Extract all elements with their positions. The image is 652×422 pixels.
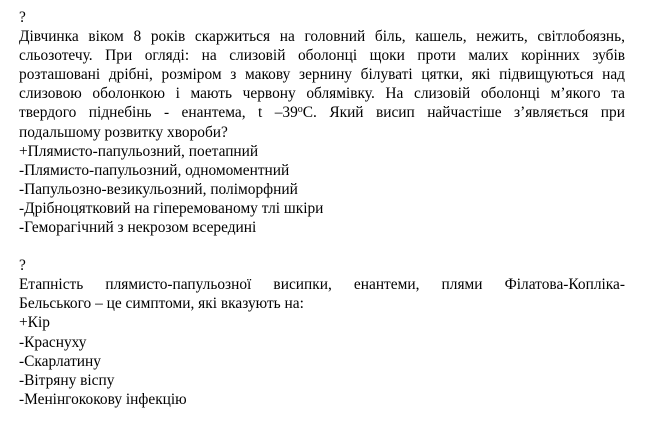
answer-option: -Папульозно-везикульозний, поліморфний bbox=[19, 180, 298, 198]
answer-option: -Плямисто-папульозний, одномоментний bbox=[19, 161, 290, 179]
question-marker: ? bbox=[19, 257, 26, 275]
answer-options bbox=[19, 313, 625, 408]
stem-line bbox=[19, 103, 625, 122]
answer-option: -Скарлатину bbox=[19, 352, 101, 370]
answer-options bbox=[19, 142, 625, 237]
stem-line: подальшому розвитку хвороби? bbox=[19, 123, 228, 141]
paragraph-gap bbox=[19, 237, 625, 256]
stem-line: Дівчинка віком 8 років скаржиться на головний біль, кашель, нежить, світлобоязнь, bbox=[19, 28, 625, 46]
answer-option-correct: +Кір bbox=[19, 314, 50, 332]
question-stem bbox=[19, 275, 625, 313]
question-marker: ? bbox=[19, 9, 26, 26]
stem-text: твердого піднебінь - енантема, t –39 bbox=[19, 104, 298, 122]
answer-option: -Менінгококову інфекцію bbox=[19, 390, 187, 408]
stem-text: С. Який висип найчастіше з’являється при bbox=[302, 104, 625, 122]
question-1 bbox=[19, 8, 625, 237]
stem-line: розташовані дрібні, розміром з макову зернину білуваті цятки, які підвищуються над bbox=[19, 66, 625, 84]
stem-line: слизовою оболонкою і мають червону облямівку. На слизовій оболонці м’якого та bbox=[19, 85, 625, 103]
question-2 bbox=[19, 256, 625, 409]
answer-option: -Дрібноцятковий на гіперемованому тлі шкіри bbox=[19, 199, 324, 217]
answer-option: -Вітряну віспу bbox=[19, 371, 115, 389]
stem-line: сльозотечу. При огляді: на слизовій оболонці щоки проти малих корінних зубів bbox=[19, 47, 625, 65]
stem-line: Етапність плямисто-папульозної висипки, енантеми, плями Філатова-Копліка- bbox=[19, 276, 625, 294]
stem-line: Бельського – це симптоми, які вказують на: bbox=[19, 295, 304, 313]
question-stem bbox=[19, 27, 625, 142]
document-page bbox=[19, 8, 625, 409]
answer-option-correct: +Плямисто-папульозний, поетапний bbox=[19, 142, 259, 160]
degree-superscript: о bbox=[297, 104, 303, 116]
answer-option: -Геморагічний з некрозом всередині bbox=[19, 219, 257, 237]
answer-option: -Краснуху bbox=[19, 333, 87, 351]
